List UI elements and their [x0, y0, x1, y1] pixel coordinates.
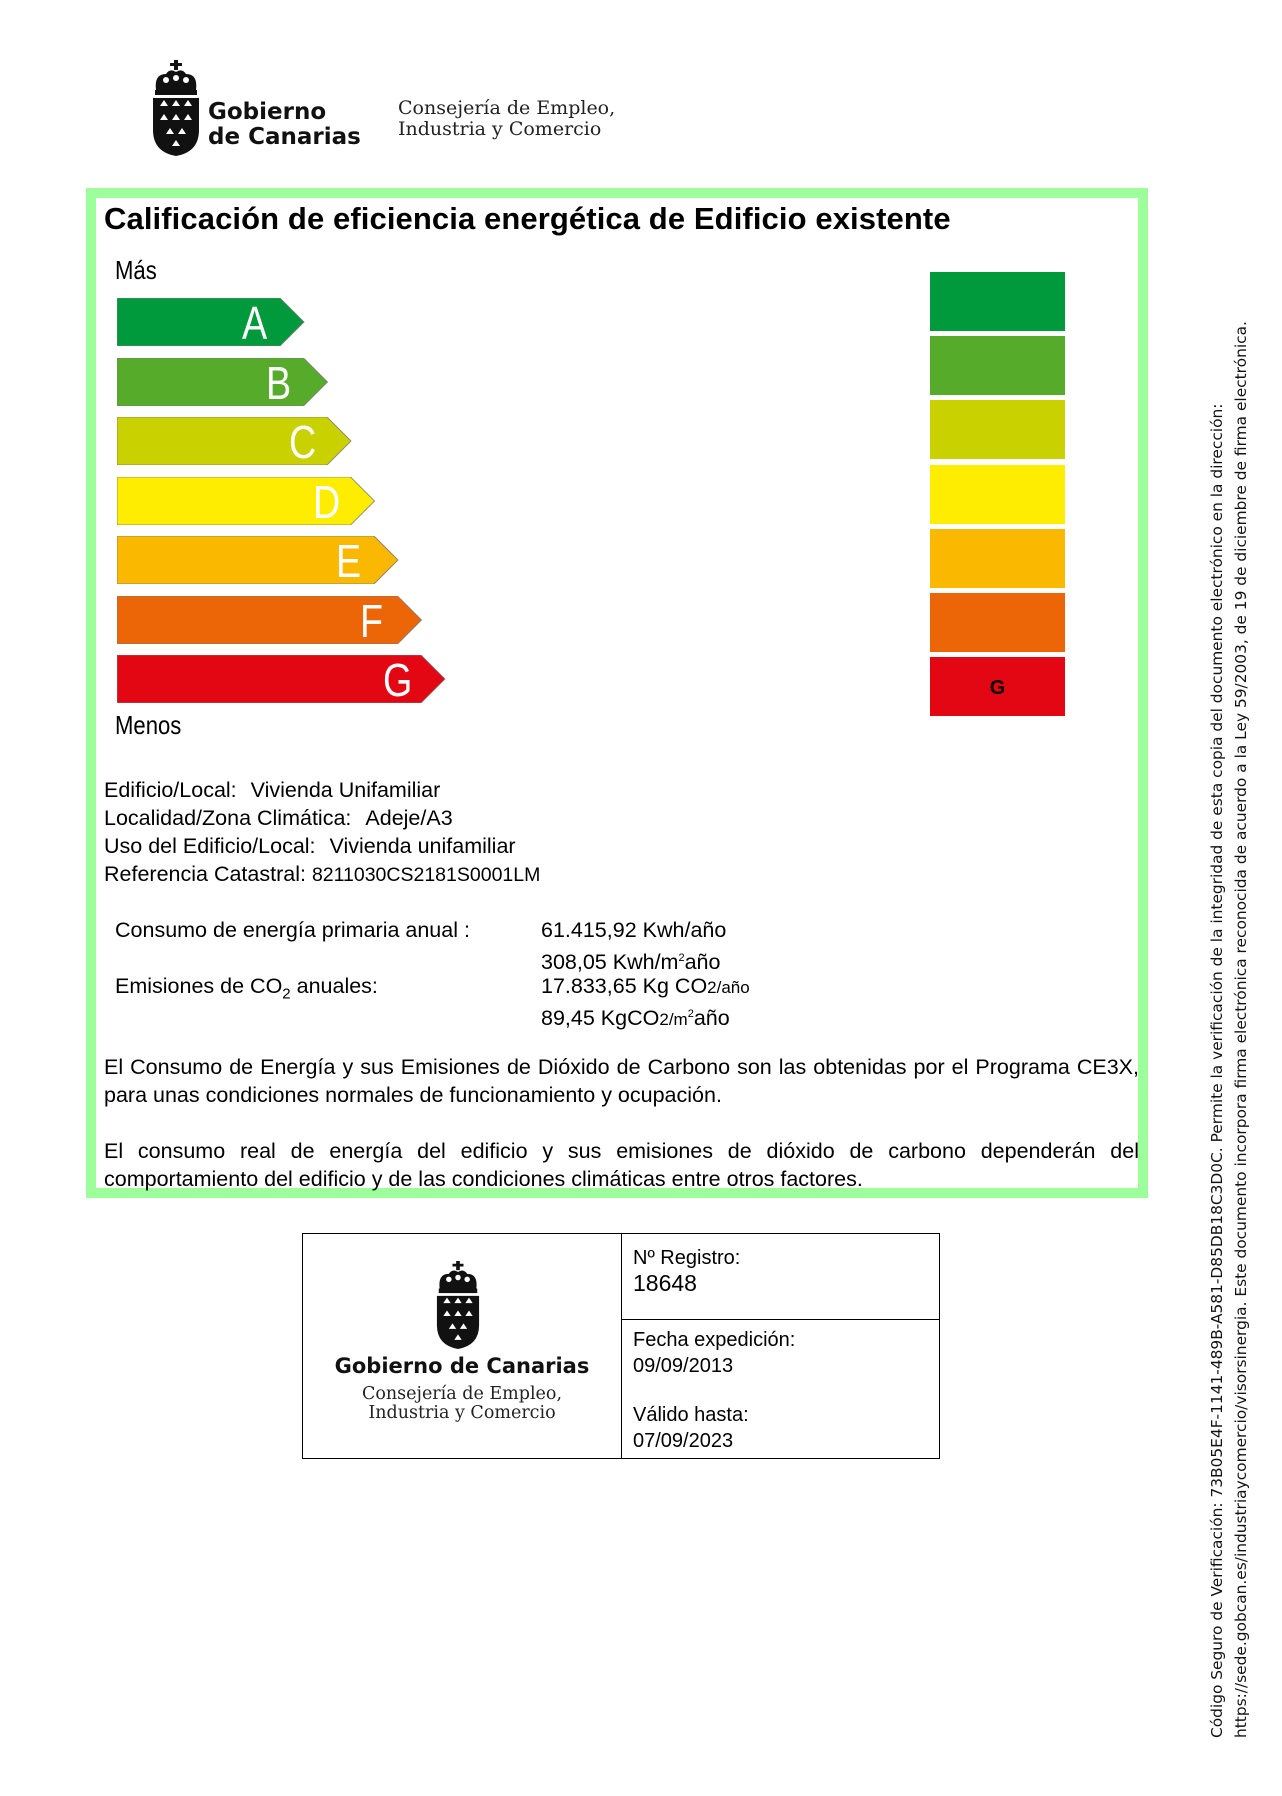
expedicion-label: Fecha expedición: [633, 1329, 796, 1351]
info-referencia: Referencia Catastral: 8211030CS2181S0001LM [104, 862, 541, 886]
energy-class-c [117, 416, 352, 468]
registry-org-name: Gobierno de Canarias [334, 1354, 590, 1378]
rating-swatch-e [930, 529, 1065, 588]
expedicion-value: 09/09/2013 [633, 1355, 734, 1377]
scale-top-label: Más [115, 255, 157, 285]
registry-box [302, 1233, 940, 1459]
energy-class-e [117, 535, 399, 587]
verification-note: Código Seguro de Verificación: 73B05E4F-1141-489B-A581-D85DB18C3D0C. Permite la verificación de la integridad de esta copia del documento electrónico en la dirección: https://sede.gobcan.es/industriaycomercio/visorsinergia. Este documento incorpora firma electrónica reconocida de acuerdo a la Ley 59/2003, de 19 de diciembre de firma electrónica. [1208, 321, 1250, 1738]
consumo-label: Consumo de energía primaria anual : [115, 918, 470, 942]
paragraph-disclaimer: El consumo real de energía del edificio y sus emisiones de dióxido de carbono dependerán del comportamiento del edificio y de las condiciones climáticas entre otros factores. [104, 1139, 1139, 1191]
energy-class-a [117, 297, 305, 349]
emisiones-total: 17.833,65 Kg CO2/año [541, 974, 750, 998]
header-logo [150, 60, 750, 160]
org-name: Gobierno de Canarias [208, 99, 361, 150]
rating-swatch-d [930, 465, 1065, 524]
scale-bottom-label: Menos [115, 710, 182, 740]
energy-class-f [117, 594, 423, 647]
info-uso: Uso del Edificio/Local: Vivienda unifamiliar [104, 834, 516, 858]
valido-label: Válido hasta: [633, 1404, 749, 1426]
registry-department: Consejería de Empleo, Industria y Comercio [361, 1384, 563, 1423]
energy-class-letter: E [336, 535, 362, 587]
consumo-m2: 308,05 Kwh/$m^2año$ [541, 950, 721, 975]
info-localidad: Localidad/Zona Climática: Adeje/A3 [104, 806, 453, 830]
energy-class-letter: C [289, 416, 317, 468]
info-edificio: Edificio/Local: Vivienda Unifamiliar [104, 778, 441, 802]
rating-swatch-c [930, 400, 1065, 459]
emisiones-label: Emisiones de $CO_2$ anuales: [115, 974, 378, 1003]
energy-class-letter: G [383, 654, 413, 706]
rating-swatch-g [930, 657, 1065, 716]
page-title: Calificación de eficiencia energética de Edificio existente [104, 201, 951, 236]
department-name: Consejería de Empleo, Industria y Comercio [398, 97, 616, 140]
consumo-total: 61.415,92 Kwh/año [541, 918, 727, 942]
rating-swatch-a [930, 272, 1065, 331]
registry-divider [621, 1234, 622, 1458]
registro-value: 18648 [633, 1270, 697, 1296]
coat-of-arms-icon [150, 60, 202, 156]
rating-swatch-b [930, 336, 1065, 395]
emisiones-m2: 89,45 $KgCO2/m^2año$ [541, 1006, 730, 1031]
registro-label: Nº Registro: [633, 1247, 741, 1269]
energy-class-g [117, 654, 446, 706]
energy-class-letter: A [242, 297, 268, 349]
rating-swatch-f [930, 593, 1065, 652]
valido-value: 07/09/2023 [633, 1430, 734, 1452]
energy-class-letter: B [265, 356, 291, 409]
energy-class-b [117, 356, 329, 409]
rating-value: G [989, 677, 1006, 700]
building-info [104, 776, 540, 889]
energy-class-letter: D [312, 475, 340, 528]
registry-divider-horizontal [621, 1319, 939, 1320]
energy-class-d [117, 475, 376, 528]
energy-class-letter: F [359, 594, 383, 647]
coat-of-arms-icon [434, 1261, 482, 1349]
paragraph-method: El Consumo de Energía y sus Emisiones de Dióxido de Carbono son las obtenidas por el Programa CE3X, para unas condiciones normales de funcionamiento y ocupación. [104, 1055, 1139, 1107]
